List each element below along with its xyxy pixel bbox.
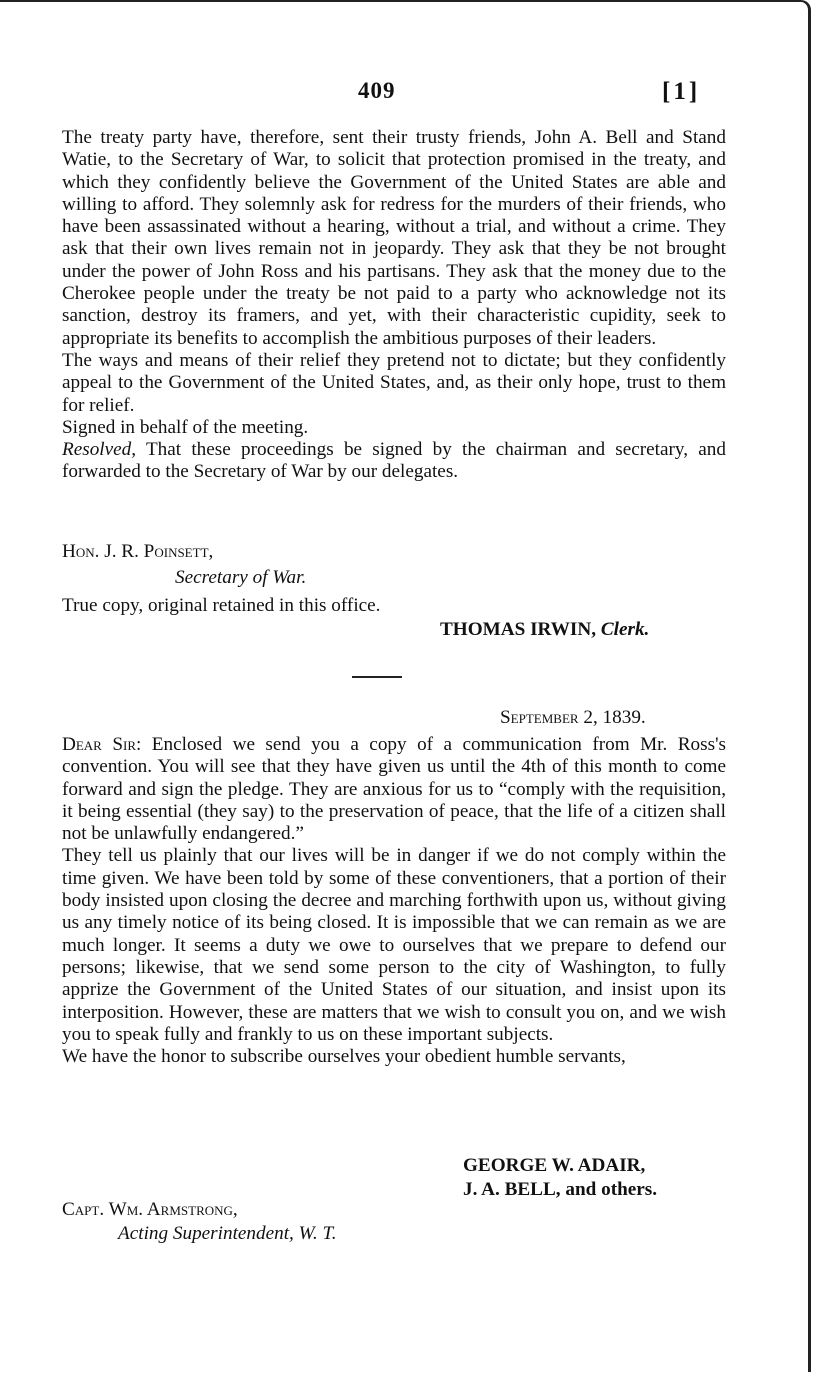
section-divider xyxy=(352,676,402,678)
letter2-date: September 2, 1839. xyxy=(500,707,646,728)
addressee-title: Secretary of War. xyxy=(175,567,307,588)
page-number: 409 xyxy=(358,78,396,103)
salutation: Dear Sir: xyxy=(62,734,142,755)
letter1-paragraph-1: The treaty party have, therefore, sent their trusty friends, John A. Bell and Stand Watie, to the Secretary of War, to solicit that protection promised in the treaty, and which they confidently believe the Government of the United States are able and willing to afford. They solemnly ask for redress for the murders of their friends, who have been assassinated without a hearing, without a trial, and without a crime. They ask that their own lives remain not in jeopardy. They ask that they be not brought under the power of John Ross and his partisans. They ask that the money due to the Cherokee people under the treaty be not paid to a party who acknowledge not its sanction, destroy its framers, and yet, with their characteristic cupidity, seek to appropriate its benefits to accomplish the ambitious purposes of their leaders. xyxy=(62,127,726,349)
letter2-body xyxy=(62,734,726,1068)
letter1-paragraph-2: The ways and means of their relief they pretend not to dictate; but they confidently appeal to the Government of the United States, and, as their only hope, trust to them for relief. xyxy=(62,349,726,416)
clerk-signature xyxy=(440,618,649,642)
letter1-paragraph-3: Signed in behalf of the meeting. xyxy=(62,416,309,438)
addressee-name: Hon. J. R. Poinsett, xyxy=(62,541,214,562)
clerk-name: THOMAS IRWIN, xyxy=(440,619,597,640)
page-header xyxy=(0,78,819,112)
signer-1: GEORGE W. ADAIR, xyxy=(463,1155,646,1176)
signer-2: J. A. BELL, and others. xyxy=(463,1179,658,1200)
letter2-paragraph-1: Dear Sir: Enclosed we send you a copy of a communication from Mr. Ross's convention. You will see that they have given us until the 4th of this month to come forward and sign the pledge. They are anxious for us to “comply with the requisition, it being essential (they say) to the preservation of peace, that the life of a citizen shall not be unlawfully endangered.” xyxy=(62,734,726,845)
recipient-title: Acting Superintendent, W. T. xyxy=(118,1223,337,1244)
clerk-title: Clerk. xyxy=(600,619,650,640)
letter2-paragraph-2: They tell us plainly that our lives will be in danger if we do not comply within the time given. We have been told by some of these conventioners, that a portion of their body insisted upon closing the decree and marching forthwith upon us, without giving us any timely notice of its being closed. It is impossible that we can remain as we are much longer. It seems a duty we owe to ourselves that we prepare to defend our persons; likewise, that we send some person to the city of Washington, to fully apprize the Government of the United States of our situation, and insist upon its interposition. However, these are matters that we wish to consult you on, and we wish you to speak fully and frankly to us on these important subjects. xyxy=(62,845,726,1045)
letter1-body xyxy=(62,127,726,484)
true-copy-note: True copy, original retained in this office. xyxy=(62,595,381,616)
resolved-label: Resolved, xyxy=(62,439,137,461)
letter2-paragraph-3: We have the honor to subscribe ourselves your obedient humble servants, xyxy=(62,1046,626,1068)
resolved-text: That these proceedings be signed by the chairman and secretary, and forwarded to the Secretary of War by our delegates. xyxy=(62,439,726,483)
resolved-paragraph xyxy=(62,439,726,484)
recipient-name: Capt. Wm. Armstrong, xyxy=(62,1199,238,1220)
document-number: [1] xyxy=(662,78,701,105)
